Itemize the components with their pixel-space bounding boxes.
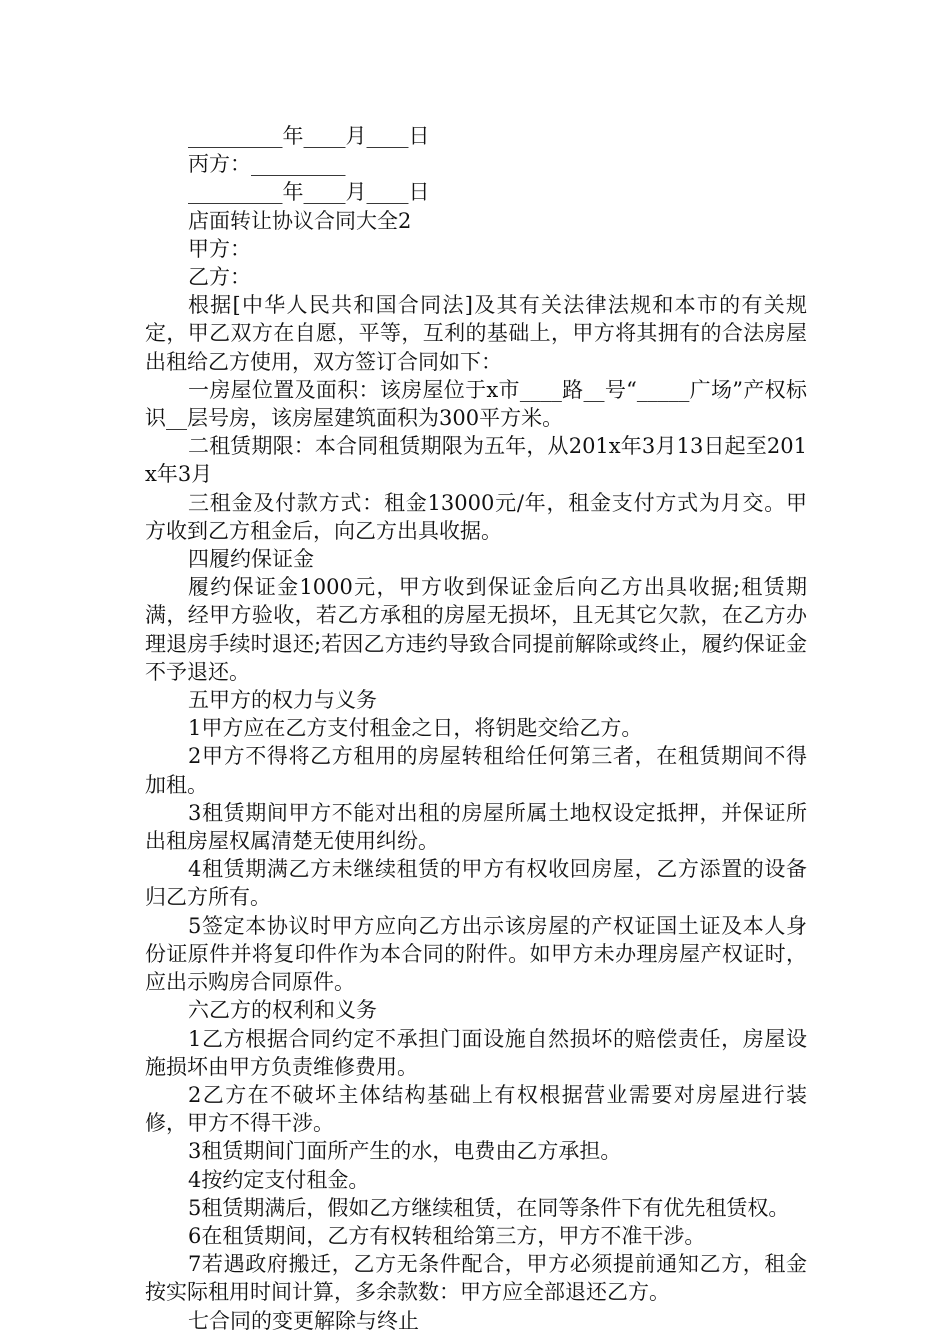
- clause-6-item-7: 7若遇政府搬迁，乙方无条件配合，甲方必须提前通知乙方，租金按实际租用时间计算，多余款数：甲方应全部退还乙方。: [145, 1252, 807, 1305]
- date-line-1: _________年____月____日: [188, 124, 430, 148]
- clause-5-item-5: 5签定本协议时甲方应向乙方出示该房屋的产权证国土证及本人身份证原件并将复印件作为本合同的附件。如甲方未办理房屋产权证时，应出示购房合同原件。: [145, 913, 807, 995]
- clause-1-location-area: 一房屋位置及面积：该房屋位于x市____路__号“_____广场”产权标识__层号房，该房屋建筑面积为300平方米。: [145, 377, 807, 431]
- clause-3-rent-payment: 三租金及付款方式：租金13000元/年，租金支付方式为月交。甲方收到乙方租金后，向乙方出具收据。: [145, 490, 807, 543]
- party-a-line: 甲方：: [188, 236, 251, 261]
- clause-4-heading: 四履约保证金: [188, 547, 314, 572]
- document-title: 店面转让协议合同大全2: [188, 208, 412, 233]
- clause-2-lease-term: 二租赁期限：本合同租赁期限为五年，从201x年3月13日起至201x年3月: [145, 434, 807, 487]
- clause-5-heading: 五甲方的权力与义务: [188, 688, 377, 713]
- clause-6-item-6: 6在租赁期间，乙方有权转租给第三方，甲方不准干涉。: [188, 1223, 706, 1248]
- date-line-2: _________年____月____日: [188, 180, 430, 205]
- clause-5-item-3: 3租赁期间甲方不能对出租的房屋所属土地权设定抵押，并保证所出租房屋权属清楚无使用纠纷。: [145, 800, 807, 854]
- party-b-line: 乙方：: [188, 265, 251, 290]
- clause-5-item-2: 2甲方不得将乙方租用的房屋转租给任何第三者，在租赁期间不得加租。: [145, 744, 807, 797]
- preamble-paragraph: 根据[中华人民共和国合同法]及其有关法律法规和本市的有关规定，甲乙双方在自愿，平等，互利的基础上，甲方将其拥有的合法房屋出租给乙方使用，双方签订合同如下：: [145, 293, 807, 374]
- clause-5-item-4: 4租赁期满乙方未继续租赁的甲方有权收回房屋，乙方添置的设备归乙方所有。: [145, 857, 807, 910]
- clause-6-item-5: 5租赁期满后，假如乙方继续租赁，在同等条件下有优先租赁权。: [188, 1195, 790, 1220]
- clause-6-item-2: 2乙方在不破坏主体结构基础上有权根据营业需要对房屋进行装修，甲方不得干涉。: [145, 1082, 807, 1136]
- clause-4-deposit: 履约保证金1000元，甲方收到保证金后向乙方出具收据;租赁期满，经甲方验收，若乙方承租的房屋无损坏，且无其它欠款，在乙方办理退房手续时退还;若因乙方违约导致合同提前解除或终止，履约保证金不予退还。: [145, 575, 807, 684]
- clause-6-item-3: 3租赁期间门面所产生的水，电费由乙方承担。: [188, 1139, 622, 1164]
- clause-7-heading: 七合同的变更解除与终止: [188, 1308, 419, 1333]
- document-page: [145, 122, 807, 1335]
- clause-6-heading: 六乙方的权利和义务: [188, 998, 377, 1023]
- clause-5-item-1: 1甲方应在乙方支付租金之日，将钥匙交给乙方。: [188, 716, 643, 741]
- clause-6-item-4: 4按约定支付租金。: [188, 1167, 370, 1192]
- party-c-line: 丙方：_________: [188, 152, 346, 177]
- clause-6-item-1: 1乙方根据合同约定不承担门面设施自然损坏的赔偿责任，房屋设施损坏由甲方负责维修费用。: [145, 1026, 807, 1079]
